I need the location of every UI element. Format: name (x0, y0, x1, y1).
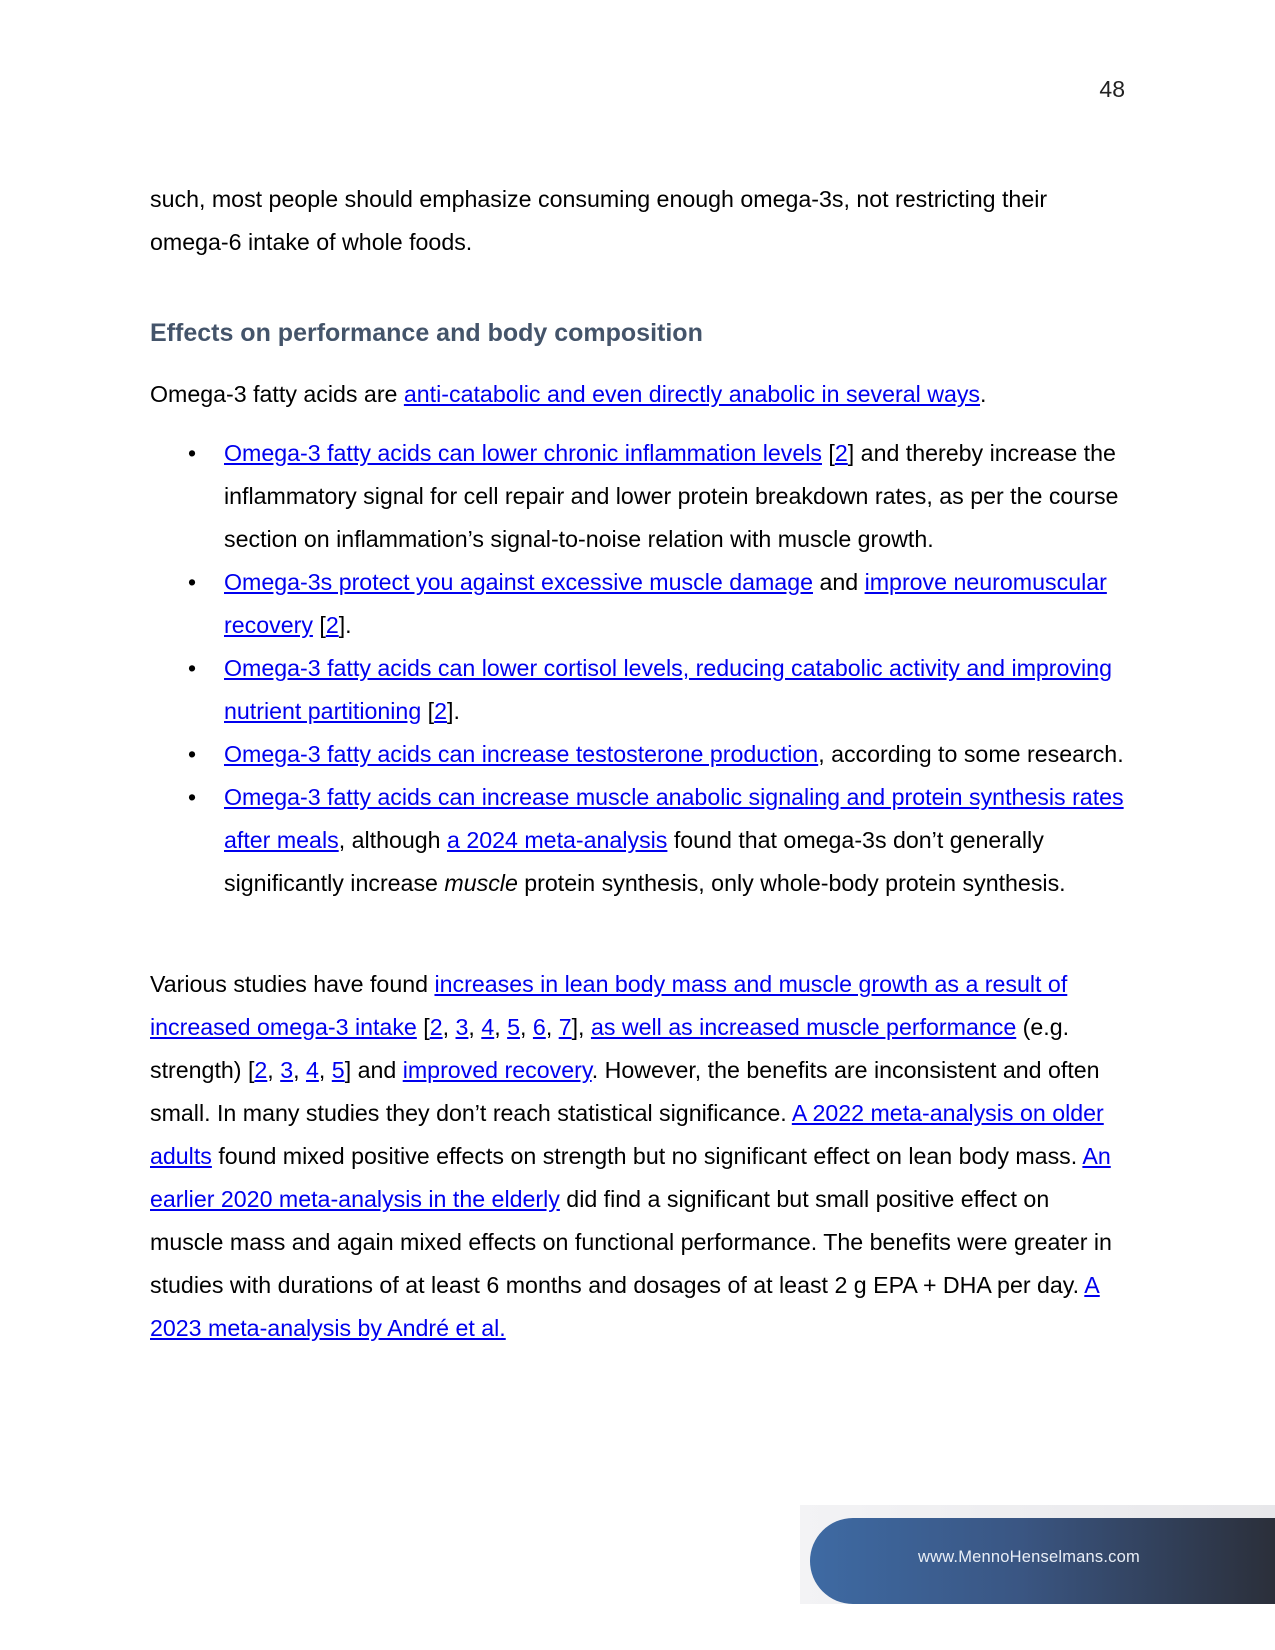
ref-link[interactable]: 2 (325, 611, 339, 638)
meta-analysis-2024-link[interactable]: a 2024 meta-analysis (447, 826, 668, 853)
lead-paragraph (150, 373, 1125, 416)
bullet-text: , according to some research. (818, 740, 1124, 767)
bullet-icon: • (188, 654, 197, 681)
list-item: • Omega-3s protect you against excessive muscle damage and improve neuromuscular recovery [2]. (150, 561, 1125, 647)
cortisol-link[interactable]: Omega-3 fatty acids can lower cortisol levels, reducing catabolic activity and improving nutrient partitioning (224, 654, 1112, 724)
list-item: • Omega-3 fatty acids can lower cortisol levels, reducing catabolic activity and improving nutrient partitioning [2]. (150, 647, 1125, 733)
lead-end: . (980, 380, 987, 407)
list-item: • Omega-3 fatty acids can lower chronic inflammation levels [2] and thereby increase the inflammatory signal for cell repair and lower protein breakdown rates, as per the course section on inflammation’s signal-to-noise relation with muscle growth. (150, 432, 1125, 561)
meta-analysis-2023-link[interactable]: A 2023 meta-analysis by André et al. (150, 1271, 1100, 1341)
bullet-text: protein synthesis, only whole-body protein synthesis. (517, 869, 1066, 896)
bullet-icon: • (188, 783, 197, 810)
footer-website-url[interactable]: www.MennoHenselmans.com (918, 1548, 1140, 1566)
paragraph-text: ] and (344, 1056, 403, 1083)
bullet-text: found that omega-3s don’t generally significantly increase (224, 826, 1044, 896)
page-number: 48 (1099, 76, 1125, 102)
bullet-text: , although (338, 826, 447, 853)
main-content (150, 178, 1125, 1350)
bullet-icon: • (188, 740, 197, 767)
neuromuscular-recovery-link[interactable]: improve neuromuscular recovery (224, 568, 1107, 638)
bullet-icon: • (188, 439, 197, 466)
paragraph-text: found mixed positive effects on strength but no significant effect on lean body mass. (211, 1142, 1083, 1169)
paragraph-text: did find a significant but small positive effect on muscle mass and again mixed effects on functional performance. The benefits were greater in studies with durations of at least 6 months and dosages of at least 2 g EPA + DHA per day. (150, 1185, 1112, 1298)
meta-analysis-2020-link[interactable]: An earlier 2020 meta-analysis in the elderly (150, 1142, 1111, 1212)
muscle-performance-link[interactable]: as well as increased muscle performance (590, 1013, 1017, 1040)
anabolic-signaling-link[interactable]: Omega-3 fatty acids can increase muscle anabolic signaling and protein synthesis rates after meals (224, 783, 1124, 853)
lead-text: Omega-3 fatty acids are (150, 380, 404, 407)
studies-paragraph: Various studies have found increases in lean body mass and muscle growth as a result of increased omega-3 intake [2, 3, 4, 5, 6, 7], as well as increased muscle performance (e.g. strength) [2, 3, 4, 5] and improved recovery. However, the benefits are inconsistent and often small. In many studies they don’t reach statistical significance. A 2022 meta-analysis on older adults found mixed positive effects on strength but no significant effect on lean body mass. An earlier 2020 meta-analysis in the elderly did find a significant but small positive effect on muscle mass and again mixed effects on functional performance. The benefits were greater in studies with durations of at least 6 months and dosages of at least 2 g EPA + DHA per day. A 2023 meta-analysis by André et al. (150, 970, 1112, 1341)
lean-mass-link[interactable]: increases in lean body mass and muscle growth as a result of increased omega-3 intake (150, 970, 1068, 1040)
ref-link[interactable]: 6 (532, 1013, 546, 1040)
ref-link[interactable]: 7 (558, 1013, 572, 1040)
bullet-text: and (813, 568, 865, 595)
ref-link[interactable]: 2 (834, 439, 848, 466)
testosterone-link[interactable]: Omega-3 fatty acids can increase testosterone production (224, 740, 819, 767)
intro-paragraph: such, most people should emphasize consuming enough omega-3s, not restricting their omega-6 intake of whole foods. (150, 186, 1048, 255)
bullet-icon: • (188, 568, 197, 595)
effects-bullet-list (150, 432, 1125, 905)
ref-link[interactable]: 3 (280, 1056, 294, 1083)
emphasis-muscle: muscle (444, 869, 518, 896)
ref-link[interactable]: 4 (481, 1013, 495, 1040)
ref-link[interactable]: 5 (507, 1013, 521, 1040)
meta-analysis-2022-link[interactable]: A 2022 meta-analysis on older adults (150, 1099, 1104, 1169)
ref-link[interactable]: 3 (455, 1013, 469, 1040)
ref-link[interactable]: 2 (429, 1013, 443, 1040)
bullet-text: and thereby increase the inflammatory signal for cell repair and lower protein breakdown rates, as per the course section on inflammation’s signal-to-noise relation with muscle growth. (224, 439, 1119, 552)
ref-link[interactable]: 4 (305, 1056, 319, 1083)
list-item (150, 733, 1125, 776)
paragraph-text: . However, the benefits are inconsistent and often small. In many studies they don’t reach statistical significance. (150, 1056, 1100, 1126)
anabolic-ways-link[interactable]: anti-catabolic and even directly anabolic in several ways (403, 380, 981, 407)
inflammation-link[interactable]: Omega-3 fatty acids can lower chronic inflammation levels (224, 439, 822, 466)
paragraph-text: (e.g. strength) [ (150, 1013, 1070, 1083)
ref-link[interactable]: 5 (331, 1056, 345, 1083)
paragraph-text: Various studies have found (150, 970, 435, 997)
ref-link[interactable]: 2 (254, 1056, 268, 1083)
improved-recovery-link[interactable]: improved recovery (402, 1056, 592, 1083)
ref-link[interactable]: 2 (434, 697, 448, 724)
list-item (150, 776, 1125, 905)
muscle-damage-link[interactable]: Omega-3s protect you against excessive muscle damage (224, 568, 813, 595)
section-heading: Effects on performance and body composition (150, 319, 703, 347)
